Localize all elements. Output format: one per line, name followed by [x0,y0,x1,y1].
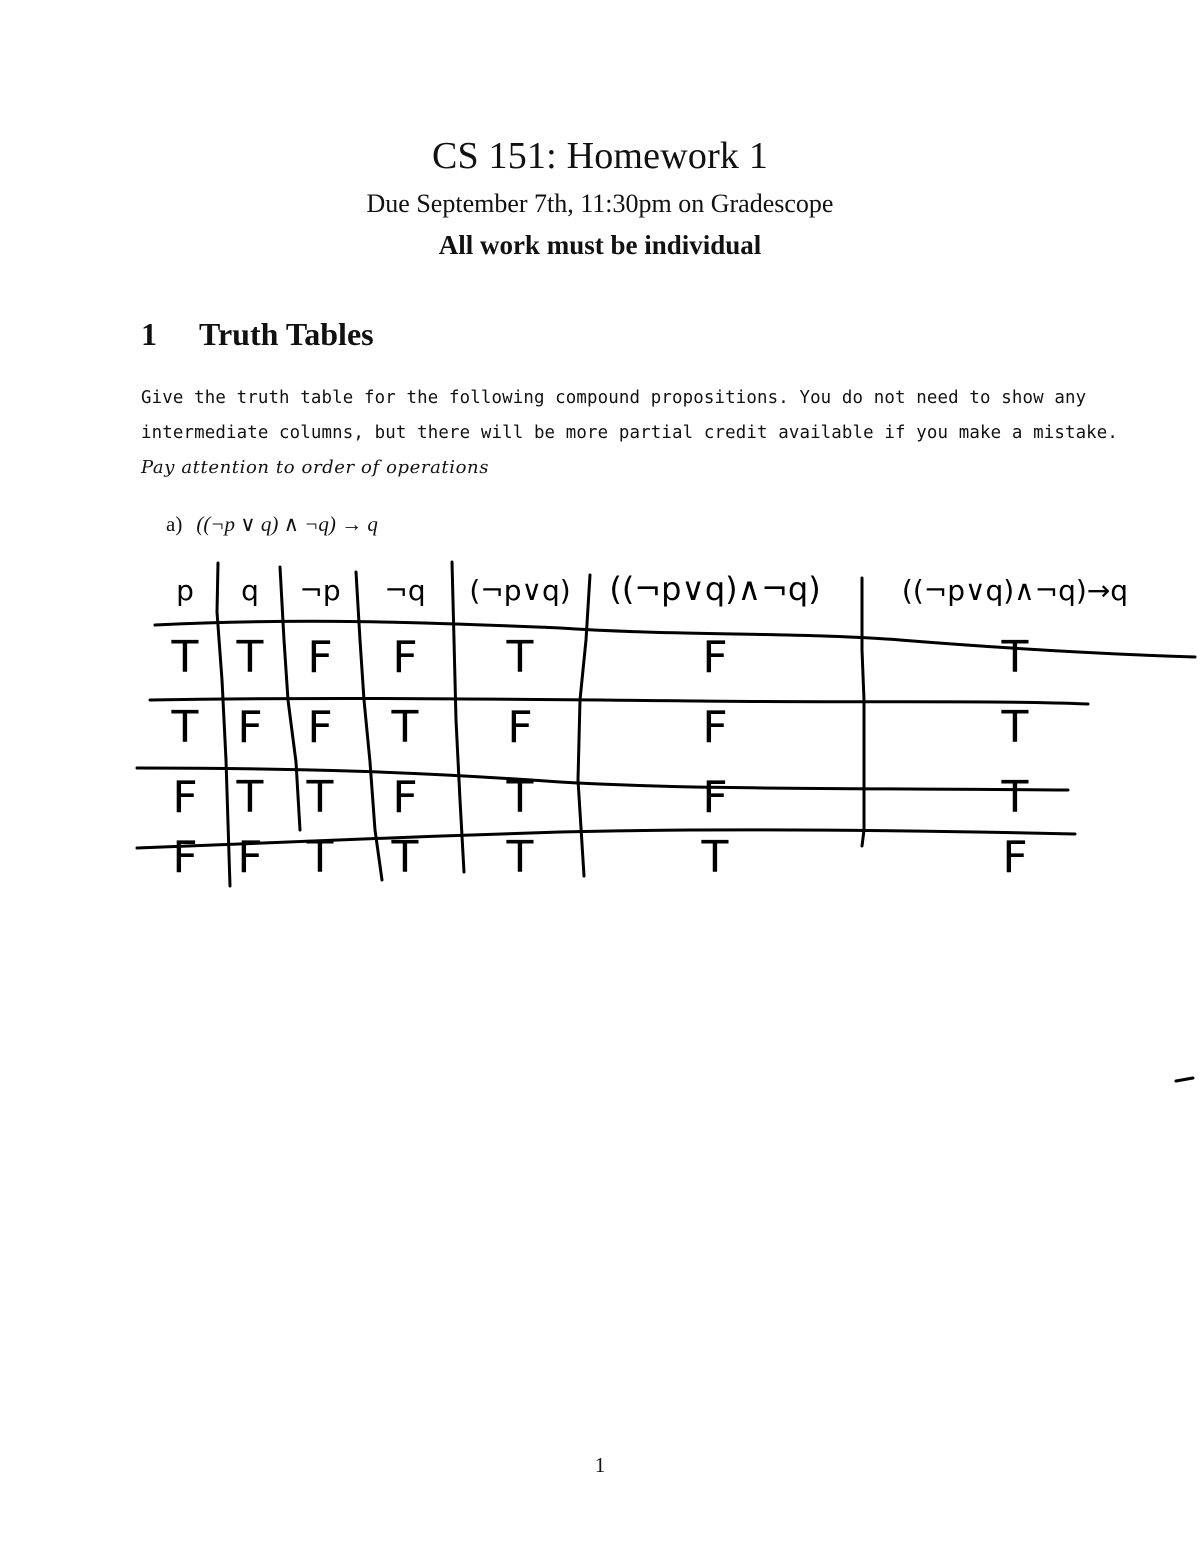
truth-value-cell: T [506,632,534,683]
truth-value-cell: T [391,832,419,883]
truth-value-cell: T [171,632,199,683]
truth-value-cell: T [506,832,534,883]
section-title: Truth Tables [199,316,374,352]
truth-value-cell: T [306,772,334,823]
truth-value-cell: T [236,772,264,823]
truth-value-cell: T [236,632,264,683]
truth-value-cell: T [701,832,729,883]
column-separator-line [862,578,864,846]
truth-value-cell: F [507,702,533,753]
column-separator-line [452,562,464,872]
truth-value-cell: T [1001,632,1029,683]
problem-label: a) [166,512,183,536]
row-separator-line [150,698,1088,704]
column-header: (¬p∨q) [469,574,571,607]
truth-value-cell: F [702,702,728,753]
truth-value-cell: F [307,702,333,753]
table-cells [171,570,1129,883]
truth-value-cell: T [506,772,534,823]
stray-pen-mark [1176,1078,1193,1081]
column-separator-line [217,563,230,886]
due-date: Due September 7th, 11:30pm on Gradescope [366,189,834,218]
column-header: p [176,574,194,607]
page-title: CS 151: Homework 1 [431,135,769,177]
truth-value-cell: F [1002,832,1028,883]
instructions-line-1: Give the truth table for the following compound propositions. You do not need to show any [141,388,1087,408]
truth-value-cell: F [237,702,263,753]
truth-value-cell: T [1001,772,1029,823]
row-separator-line [137,830,1075,848]
column-header: ¬p [299,574,341,607]
truth-value-cell: F [237,832,263,883]
instructions-emphasis: Pay attention to order of operations [141,457,490,478]
truth-value-cell: F [702,772,728,823]
column-header: ¬q [384,574,426,607]
row-separator-line [137,768,1068,790]
problem-formula: ((¬p ∨ q) ∧ ¬q) → q [196,512,378,536]
column-header: ((¬p∨q)∧¬q)→q [901,574,1129,607]
page-number: 1 [594,1453,606,1477]
column-header: ((¬p∨q)∧¬q) [609,570,821,608]
truth-value-cell: T [171,702,199,753]
individual-work-notice: All work must be individual [438,230,762,260]
truth-value-cell: T [306,832,334,883]
truth-value-cell: F [307,632,333,683]
truth-value-cell: F [702,632,728,683]
truth-value-cell: F [392,772,418,823]
truth-value-cell: F [172,772,198,823]
column-header: q [241,574,259,607]
truth-value-cell: F [392,632,418,683]
truth-value-cell: F [172,832,198,883]
section-number: 1 [141,316,157,352]
instructions-line-2: intermediate columns, but there will be more partial credit available if you make a mistake. [141,423,1119,443]
column-separator-line [356,572,382,880]
table-grid-lines [137,562,1195,1081]
truth-value-cell: T [1001,702,1029,753]
truth-value-cell: T [391,702,419,753]
